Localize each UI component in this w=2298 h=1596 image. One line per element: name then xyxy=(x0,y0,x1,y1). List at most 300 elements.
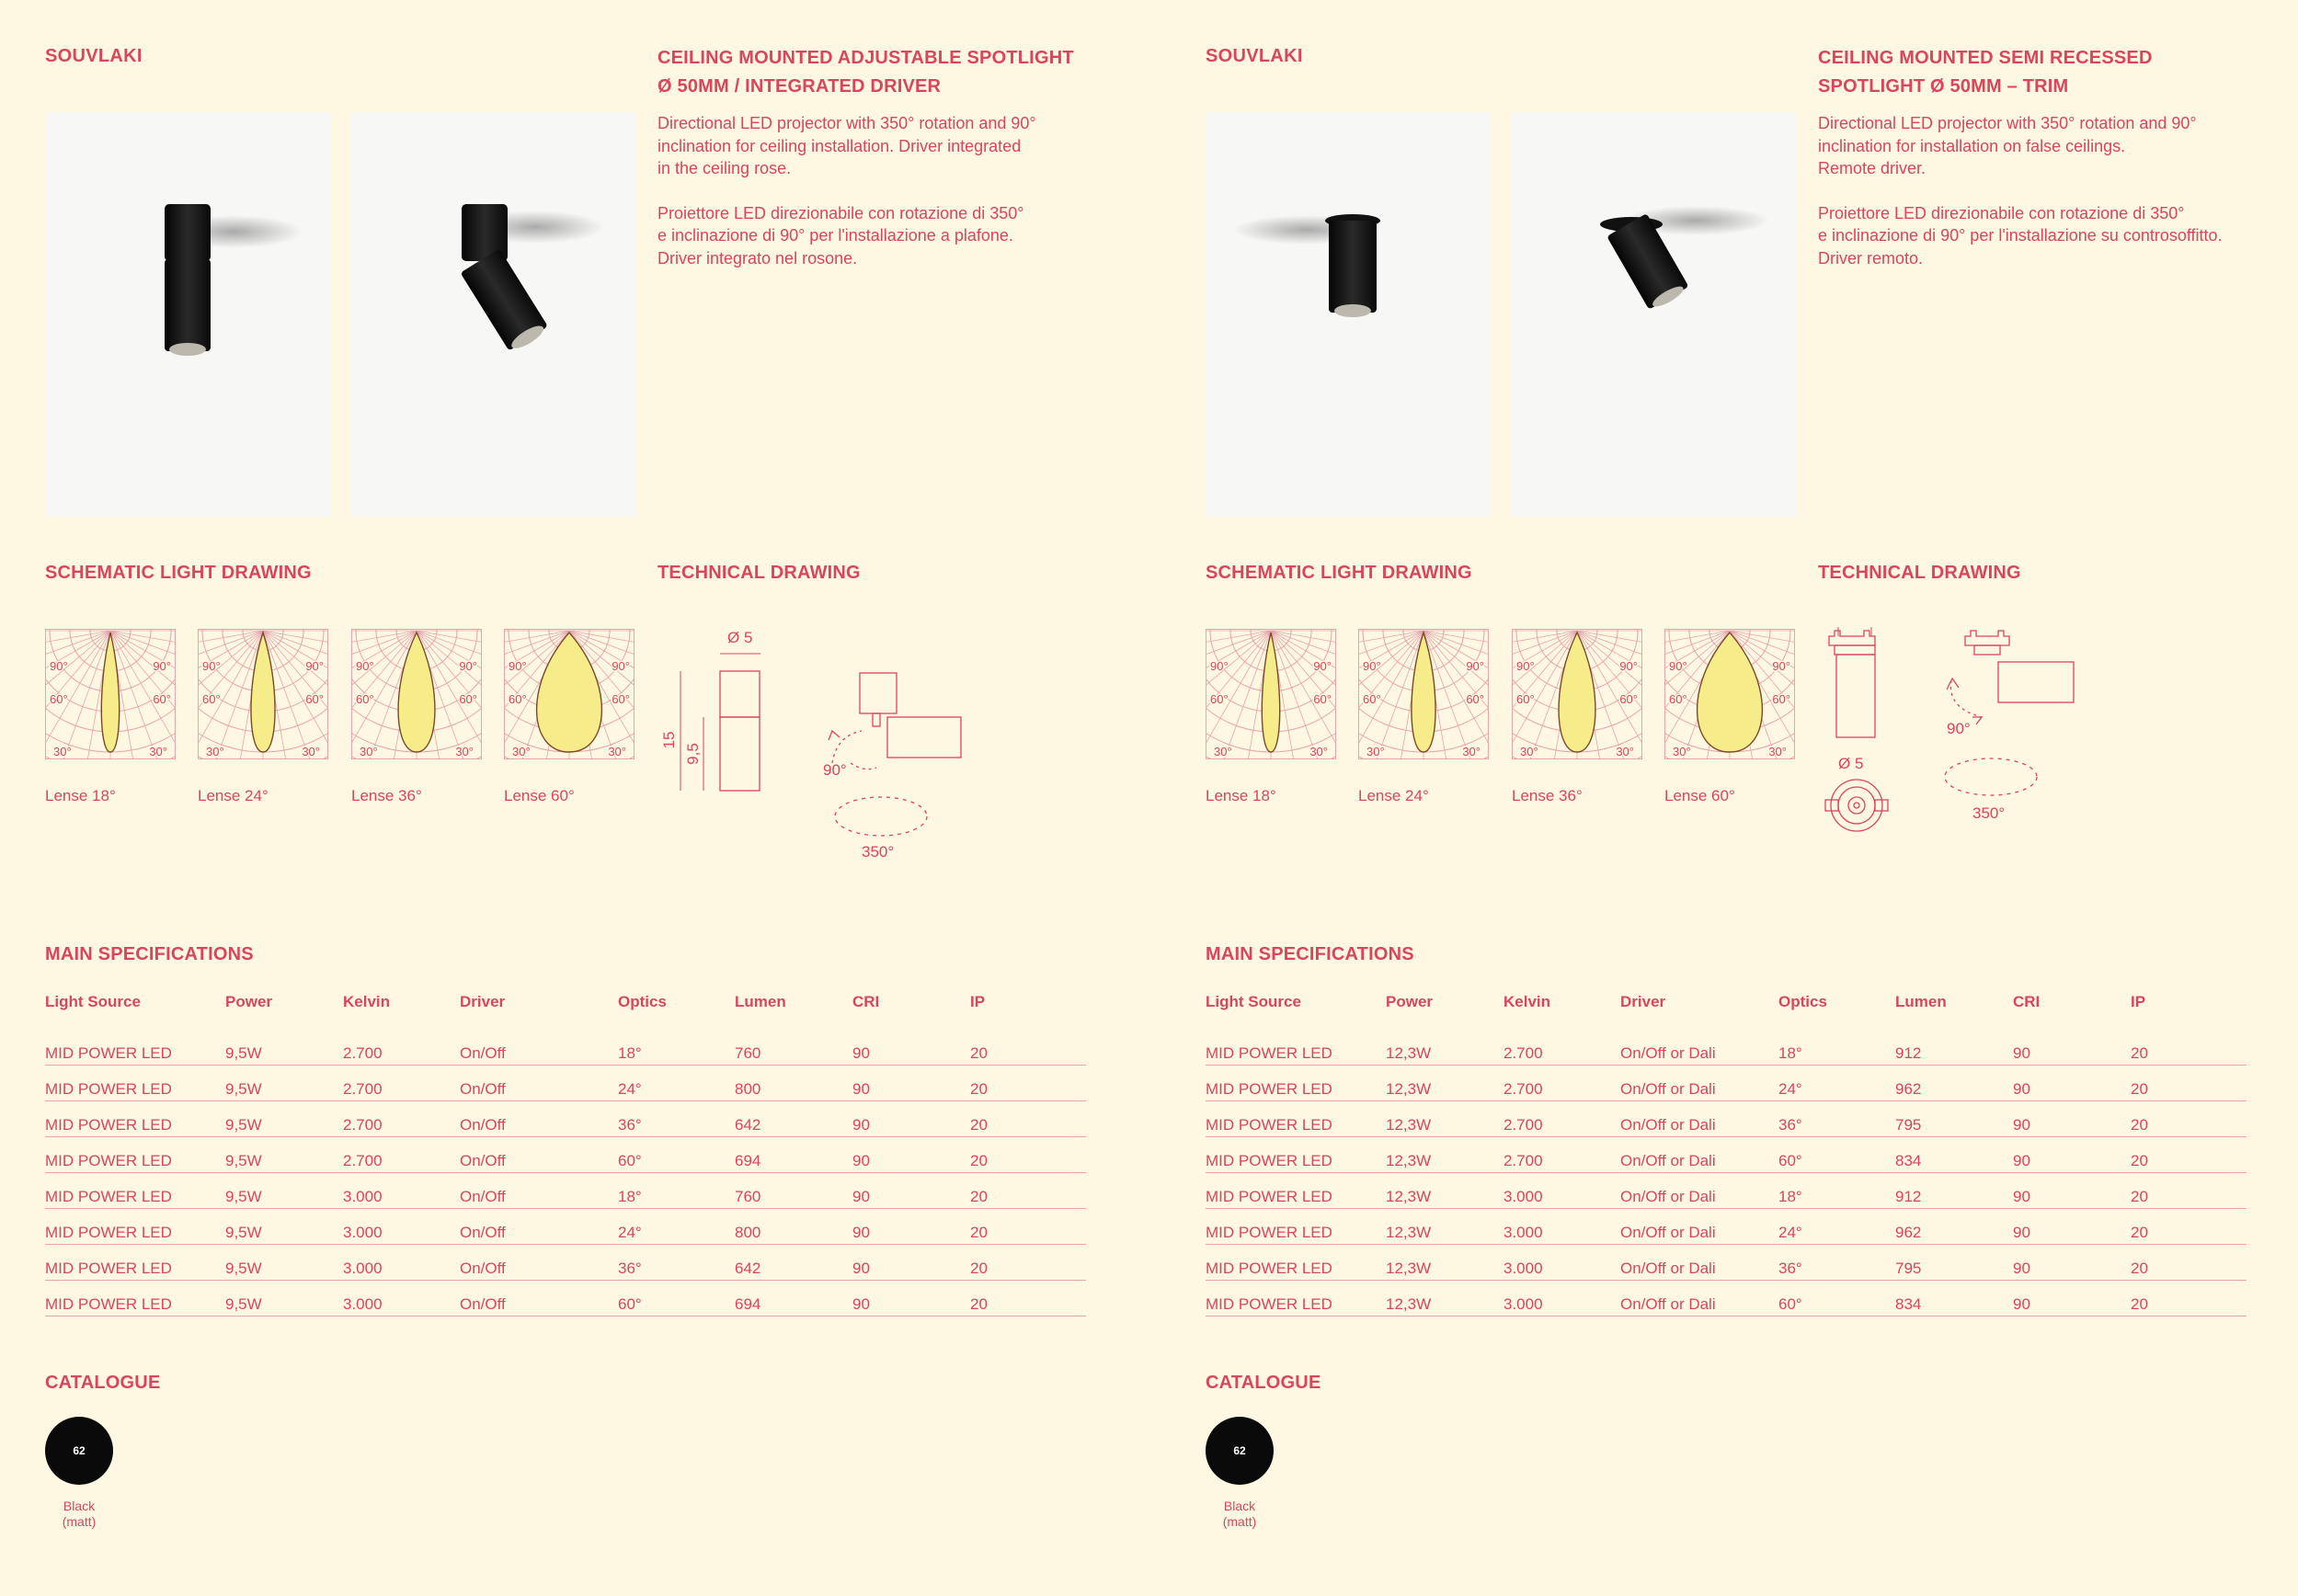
table-cell: 20 xyxy=(2131,1173,2247,1209)
table-cell: On/Off or Dali xyxy=(1620,1209,1778,1245)
catalog-page-right xyxy=(1160,0,2298,1596)
polar-svg xyxy=(1664,629,1795,759)
column-header: Optics xyxy=(618,993,667,1010)
table-cell: 60° xyxy=(618,1137,735,1173)
polar-angle-label: 30° xyxy=(1214,745,1232,758)
desc-line: Directional LED projector with 350° rotation and 90° xyxy=(657,114,1036,132)
table-cell: 9,5W xyxy=(225,1137,343,1173)
table-cell: On/Off xyxy=(460,1101,618,1137)
table-cell: 12,3W xyxy=(1386,1209,1503,1245)
table-cell: 9,5W xyxy=(225,1281,343,1317)
technical-heading: TECHNICAL DRAWING xyxy=(1818,563,2021,583)
dim-rotation: 350° xyxy=(862,843,895,861)
polar-angle-label: 30° xyxy=(302,745,320,758)
table-cell: On/Off or Dali xyxy=(1620,1173,1778,1209)
brand-name: SOUVLAKI xyxy=(45,46,143,66)
polar-angle-label: 30° xyxy=(512,745,531,758)
beam-shape xyxy=(1262,633,1279,752)
table-cell: MID POWER LED xyxy=(1206,1137,1386,1173)
table-cell: 90 xyxy=(852,1281,970,1317)
table-cell: 2.700 xyxy=(343,1101,460,1137)
table-cell: 694 xyxy=(735,1281,852,1317)
lense-label: Lense 60° xyxy=(1664,787,1735,804)
polar-diagram xyxy=(1206,629,1336,759)
table-row xyxy=(1206,1026,2247,1066)
table-cell: MID POWER LED xyxy=(45,1245,225,1281)
table-cell: 20 xyxy=(970,1066,1086,1101)
product-description xyxy=(1818,112,2298,291)
spotlight-straight-image xyxy=(45,112,330,517)
polar-angle-label: 30° xyxy=(206,745,224,758)
table-row xyxy=(45,1209,1086,1245)
table-cell: On/Off xyxy=(460,1281,618,1317)
polar-angle-label: 60° xyxy=(1313,692,1332,706)
table-cell: 90 xyxy=(2013,1245,2131,1281)
table-cell: 90 xyxy=(852,1026,970,1066)
table-cell: 90 xyxy=(852,1066,970,1101)
column-header: IP xyxy=(2131,993,2146,1010)
dim-diameter: Ø 5 xyxy=(1838,755,1864,772)
table-row xyxy=(1206,1209,2247,1245)
table-cell: 2.700 xyxy=(343,1066,460,1101)
product-photo-recessed-tilted xyxy=(1512,112,1797,517)
finish-label xyxy=(1206,1499,1274,1530)
table-cell: 3.000 xyxy=(1503,1173,1620,1209)
column-header: Lumen xyxy=(1895,993,1947,1010)
desc-line: Driver integrato nel rosone. xyxy=(657,248,858,268)
polar-angle-label: 60° xyxy=(1669,692,1687,706)
table-cell: MID POWER LED xyxy=(45,1209,225,1245)
table-cell: On/Off xyxy=(460,1173,618,1209)
description-english xyxy=(1818,112,2298,180)
column-header: Optics xyxy=(1778,993,1827,1010)
table-cell: 18° xyxy=(1778,1173,1895,1209)
table-cell: 20 xyxy=(2131,1245,2247,1281)
table-cell: 3.000 xyxy=(343,1245,460,1281)
specs-heading: MAIN SPECIFICATIONS xyxy=(45,944,254,964)
table-cell: 3.000 xyxy=(343,1209,460,1245)
polar-diagram xyxy=(1664,629,1795,759)
desc-line: Proiettore LED direzionabile con rotazione di 350° xyxy=(657,203,1024,222)
table-cell: 2.700 xyxy=(343,1137,460,1173)
table-cell: 20 xyxy=(970,1137,1086,1173)
polar-angle-label: 60° xyxy=(153,692,171,706)
polar-angle-label: 30° xyxy=(53,745,72,758)
polar-angle-label: 90° xyxy=(612,659,630,673)
table-cell: 90 xyxy=(2013,1209,2131,1245)
table-row xyxy=(1206,1137,2247,1173)
table-cell: 834 xyxy=(1895,1281,2013,1317)
table-cell: 90 xyxy=(2013,1066,2131,1101)
polar-angle-label: 60° xyxy=(305,692,324,706)
table-cell: 18° xyxy=(618,1026,735,1066)
table-cell: 962 xyxy=(1895,1066,2013,1101)
polar-angle-label: 60° xyxy=(1772,692,1790,706)
column-header: Driver xyxy=(1620,993,1666,1010)
description-english xyxy=(657,112,1154,180)
table-cell: 9,5W xyxy=(225,1209,343,1245)
column-header: Kelvin xyxy=(1503,993,1551,1010)
technical-drawing xyxy=(657,625,1099,873)
table-cell: 36° xyxy=(1778,1245,1895,1281)
table-cell: 20 xyxy=(970,1026,1086,1066)
table-cell: 90 xyxy=(852,1245,970,1281)
table-cell: 20 xyxy=(2131,1101,2247,1137)
table-cell: 12,3W xyxy=(1386,1066,1503,1101)
polar-angle-label: 90° xyxy=(305,659,324,673)
table-cell: MID POWER LED xyxy=(1206,1066,1386,1101)
table-cell: 90 xyxy=(852,1137,970,1173)
desc-line: e inclinazione di 90° per l'installazione a plafone. xyxy=(657,226,1013,245)
polar-angle-label: 30° xyxy=(360,745,378,758)
schematic-heading: SCHEMATIC LIGHT DRAWING xyxy=(45,563,312,583)
polar-angle-label: 30° xyxy=(1520,745,1538,758)
polar-angle-label: 90° xyxy=(153,659,171,673)
table-cell: MID POWER LED xyxy=(45,1173,225,1209)
dim-body: 9,5 xyxy=(684,743,702,765)
column-header: Kelvin xyxy=(343,993,391,1010)
polar-angle-label: 90° xyxy=(1516,659,1535,673)
polar-angle-label: 30° xyxy=(1366,745,1385,758)
polar-diagram xyxy=(504,629,635,759)
table-cell: 18° xyxy=(1778,1026,1895,1066)
table-cell: 36° xyxy=(618,1245,735,1281)
table-cell: 12,3W xyxy=(1386,1137,1503,1173)
table-cell: 3.000 xyxy=(1503,1209,1620,1245)
polar-angle-label: 60° xyxy=(1466,692,1484,706)
table-cell: 760 xyxy=(735,1173,852,1209)
polar-angle-label: 90° xyxy=(356,659,374,673)
table-cell: On/Off xyxy=(460,1209,618,1245)
lense-label: Lense 18° xyxy=(45,787,116,804)
beam-shape xyxy=(101,633,119,752)
table-cell: On/Off xyxy=(460,1026,618,1066)
brand-name: SOUVLAKI xyxy=(1206,46,1303,66)
polar-angle-label: 60° xyxy=(1516,692,1535,706)
table-cell: 24° xyxy=(1778,1209,1895,1245)
polar-angle-label: 30° xyxy=(1673,745,1691,758)
polar-angle-label: 60° xyxy=(50,692,68,706)
table-cell: 90 xyxy=(2013,1281,2131,1317)
table-cell: 90 xyxy=(852,1101,970,1137)
polar-angle-label: 30° xyxy=(149,745,167,758)
polar-angle-label: 90° xyxy=(1669,659,1687,673)
table-cell: 20 xyxy=(2131,1026,2247,1066)
table-cell: 760 xyxy=(735,1026,852,1066)
polar-angle-label: 90° xyxy=(1619,659,1638,673)
table-cell: MID POWER LED xyxy=(45,1066,225,1101)
table-cell: 20 xyxy=(2131,1209,2247,1245)
polar-angle-label: 90° xyxy=(1313,659,1332,673)
table-cell: 24° xyxy=(1778,1066,1895,1101)
table-row xyxy=(45,1245,1086,1281)
table-cell: 90 xyxy=(852,1173,970,1209)
table-cell: On/Off or Dali xyxy=(1620,1026,1778,1066)
desc-line: inclination for ceiling installation. Driver integrated xyxy=(657,136,1022,155)
polar-diagram xyxy=(1512,629,1642,759)
beam-shape xyxy=(537,633,602,752)
product-photo-tilted xyxy=(351,112,636,517)
table-cell: 20 xyxy=(2131,1281,2247,1317)
product-description xyxy=(657,112,1154,291)
table-cell: 36° xyxy=(618,1101,735,1137)
table-cell: MID POWER LED xyxy=(1206,1026,1386,1066)
polar-angle-label: 30° xyxy=(1768,745,1787,758)
finish-name: Black xyxy=(1223,1499,1256,1513)
desc-line: Directional LED projector with 350° rotation and 90° xyxy=(1818,114,2197,132)
polar-angle-label: 90° xyxy=(1210,659,1229,673)
table-row xyxy=(1206,1245,2247,1281)
table-header-row xyxy=(1206,993,2247,1026)
table-row xyxy=(45,1026,1086,1066)
product-title-line: Ø 50MM / INTEGRATED DRIVER xyxy=(657,76,942,97)
product-title-line: CEILING MOUNTED SEMI RECESSED xyxy=(1818,48,2153,68)
polar-angle-label: 30° xyxy=(1616,745,1634,758)
product-title-line: CEILING MOUNTED ADJUSTABLE SPOTLIGHT xyxy=(657,48,1074,68)
beam-shape xyxy=(1412,633,1435,752)
table-cell: On/Off xyxy=(460,1245,618,1281)
table-cell: 800 xyxy=(735,1209,852,1245)
spotlight-tilted-image xyxy=(351,112,636,517)
polar-angle-label: 90° xyxy=(509,659,527,673)
polar-angle-label: 60° xyxy=(1363,692,1381,706)
product-photo-recessed-straight xyxy=(1206,112,1491,517)
polar-angle-label: 60° xyxy=(356,692,374,706)
table-cell: On/Off xyxy=(460,1137,618,1173)
table-header-row xyxy=(45,993,1086,1026)
polar-angle-label: 90° xyxy=(1772,659,1790,673)
spotlight-recessed-tilted-image xyxy=(1512,112,1797,517)
table-row xyxy=(45,1281,1086,1317)
polar-angle-label: 30° xyxy=(1309,745,1328,758)
catalogue-heading: CATALOGUE xyxy=(1206,1373,1321,1393)
column-header: IP xyxy=(970,993,986,1010)
description-italian xyxy=(657,202,1154,270)
polar-angle-label: 60° xyxy=(202,692,221,706)
table-cell: 20 xyxy=(2131,1066,2247,1101)
table-cell: 2.700 xyxy=(1503,1026,1620,1066)
table-cell: MID POWER LED xyxy=(1206,1101,1386,1137)
beam-shape xyxy=(1559,633,1595,752)
lense-label: Lense 18° xyxy=(1206,787,1276,804)
polar-angle-label: 60° xyxy=(509,692,527,706)
table-cell: 9,5W xyxy=(225,1026,343,1066)
product-title xyxy=(1818,44,2278,101)
table-cell: 90 xyxy=(2013,1101,2131,1137)
table-cell: 800 xyxy=(735,1066,852,1101)
table-cell: MID POWER LED xyxy=(1206,1245,1386,1281)
table-cell: On/Off or Dali xyxy=(1620,1245,1778,1281)
polar-angle-label: 30° xyxy=(455,745,474,758)
table-cell: 60° xyxy=(1778,1137,1895,1173)
product-photo-straight xyxy=(45,112,330,517)
table-cell: On/Off or Dali xyxy=(1620,1137,1778,1173)
polar-angle-label: 90° xyxy=(1466,659,1484,673)
table-row xyxy=(45,1066,1086,1101)
table-cell: 2.700 xyxy=(1503,1101,1620,1137)
table-cell: 60° xyxy=(1778,1281,1895,1317)
table-cell: 90 xyxy=(2013,1026,2131,1066)
table-cell: 2.700 xyxy=(1503,1066,1620,1101)
table-cell: On/Off or Dali xyxy=(1620,1066,1778,1101)
table-cell: 795 xyxy=(1895,1101,2013,1137)
table-cell: 912 xyxy=(1895,1026,2013,1066)
column-header: Light Source xyxy=(1206,993,1301,1010)
table-cell: 3.000 xyxy=(1503,1245,1620,1281)
table-cell: On/Off or Dali xyxy=(1620,1101,1778,1137)
specs-table xyxy=(1206,993,2247,1317)
table-cell: 12,3W xyxy=(1386,1281,1503,1317)
table-cell: MID POWER LED xyxy=(1206,1173,1386,1209)
dim-tilt: 90° xyxy=(823,761,847,779)
polar-diagram xyxy=(351,629,482,759)
table-cell: 20 xyxy=(970,1209,1086,1245)
lense-label: Lense 60° xyxy=(504,787,575,804)
beam-shape xyxy=(251,633,275,752)
column-header: Lumen xyxy=(735,993,786,1010)
finish-name: Black xyxy=(63,1499,96,1513)
table-cell: 36° xyxy=(1778,1101,1895,1137)
table-row xyxy=(45,1101,1086,1137)
table-cell: 642 xyxy=(735,1101,852,1137)
description-italian xyxy=(1818,202,2298,270)
polar-svg xyxy=(198,629,328,759)
polar-svg xyxy=(351,629,482,759)
desc-line: Proiettore LED direzionabile con rotazione di 350° xyxy=(1818,203,2185,222)
table-cell: 694 xyxy=(735,1137,852,1173)
lense-label: Lense 24° xyxy=(198,787,269,804)
table-cell: 962 xyxy=(1895,1209,2013,1245)
table-cell: 3.000 xyxy=(343,1173,460,1209)
dim-tilt: 90° xyxy=(1947,720,1971,737)
finish-subname: (matt) xyxy=(62,1514,97,1529)
table-cell: 20 xyxy=(970,1281,1086,1317)
catalogue-heading: CATALOGUE xyxy=(45,1373,161,1393)
technical-heading: TECHNICAL DRAWING xyxy=(657,563,861,583)
table-cell: 20 xyxy=(970,1173,1086,1209)
polar-angle-label: 60° xyxy=(1619,692,1638,706)
dim-height: 15 xyxy=(660,731,678,749)
polar-angle-label: 90° xyxy=(202,659,221,673)
lense-label: Lense 36° xyxy=(1512,787,1583,804)
table-cell: 20 xyxy=(970,1101,1086,1137)
polar-angle-label: 30° xyxy=(1462,745,1481,758)
spotlight-recessed-straight-image xyxy=(1206,112,1491,517)
table-cell: 9,5W xyxy=(225,1101,343,1137)
schematic-heading: SCHEMATIC LIGHT DRAWING xyxy=(1206,563,1472,583)
product-title-line: SPOTLIGHT Ø 50MM – TRIM xyxy=(1818,76,2069,97)
table-cell: On/Off xyxy=(460,1066,618,1101)
column-header: Light Source xyxy=(45,993,141,1010)
table-cell: 642 xyxy=(735,1245,852,1281)
column-header: Power xyxy=(225,993,273,1010)
table-cell: On/Off or Dali xyxy=(1620,1281,1778,1317)
column-header: CRI xyxy=(2013,993,2041,1010)
finish-swatch: 62 xyxy=(1206,1417,1274,1485)
beam-shape xyxy=(398,633,435,752)
table-cell: 795 xyxy=(1895,1245,2013,1281)
desc-line: Driver remoto. xyxy=(1818,248,1924,268)
table-cell: MID POWER LED xyxy=(45,1281,225,1317)
table-cell: 90 xyxy=(2013,1173,2131,1209)
table-row xyxy=(1206,1281,2247,1317)
desc-line: e inclinazione di 90° per l'installazione su controsoffitto. xyxy=(1818,226,2223,245)
table-cell: 12,3W xyxy=(1386,1026,1503,1066)
table-cell: 2.700 xyxy=(1503,1137,1620,1173)
specs-table xyxy=(45,993,1086,1317)
table-cell: 12,3W xyxy=(1386,1101,1503,1137)
column-header: CRI xyxy=(852,993,880,1010)
table-cell: 90 xyxy=(2013,1137,2131,1173)
polar-diagram xyxy=(198,629,328,759)
polar-angle-label: 90° xyxy=(459,659,477,673)
polar-angle-label: 90° xyxy=(50,659,68,673)
column-header: Driver xyxy=(460,993,506,1010)
polar-svg xyxy=(1512,629,1642,759)
dim-diameter: Ø 5 xyxy=(727,629,753,646)
table-cell: 9,5W xyxy=(225,1066,343,1101)
polar-angle-label: 30° xyxy=(608,745,626,758)
technical-drawing xyxy=(1818,625,2259,873)
table-cell: 912 xyxy=(1895,1173,2013,1209)
product-title xyxy=(657,44,1117,101)
column-header: Power xyxy=(1386,993,1434,1010)
lense-label: Lense 24° xyxy=(1358,787,1429,804)
desc-line: in the ceiling rose. xyxy=(657,159,792,177)
table-cell: 9,5W xyxy=(225,1173,343,1209)
desc-line: Remote driver. xyxy=(1818,159,1926,177)
table-cell: MID POWER LED xyxy=(45,1026,225,1066)
finish-swatch: 62 xyxy=(45,1417,113,1485)
polar-svg xyxy=(1206,629,1336,759)
table-cell: MID POWER LED xyxy=(45,1101,225,1137)
table-cell: 3.000 xyxy=(343,1281,460,1317)
beam-shape xyxy=(1698,633,1763,752)
table-cell: 20 xyxy=(970,1245,1086,1281)
table-cell: 60° xyxy=(618,1281,735,1317)
table-cell: 18° xyxy=(618,1173,735,1209)
table-cell: MID POWER LED xyxy=(45,1137,225,1173)
table-row xyxy=(1206,1173,2247,1209)
polar-angle-label: 60° xyxy=(459,692,477,706)
polar-svg xyxy=(45,629,176,759)
table-row xyxy=(45,1137,1086,1173)
finish-label xyxy=(45,1499,113,1530)
table-row xyxy=(1206,1066,2247,1101)
polar-svg xyxy=(1358,629,1489,759)
polar-diagram xyxy=(1358,629,1489,759)
dim-rotation: 350° xyxy=(1972,804,2006,822)
polar-angle-label: 60° xyxy=(612,692,630,706)
polar-svg xyxy=(504,629,635,759)
table-cell: 3.000 xyxy=(1503,1281,1620,1317)
polar-angle-label: 90° xyxy=(1363,659,1381,673)
table-cell: 90 xyxy=(852,1209,970,1245)
table-cell: MID POWER LED xyxy=(1206,1281,1386,1317)
table-cell: 24° xyxy=(618,1066,735,1101)
specs-heading: MAIN SPECIFICATIONS xyxy=(1206,944,1414,964)
table-row xyxy=(45,1173,1086,1209)
finish-subname: (matt) xyxy=(1222,1514,1257,1529)
desc-line: inclination for installation on false ceilings. xyxy=(1818,136,2126,155)
table-row xyxy=(1206,1101,2247,1137)
table-cell: 2.700 xyxy=(343,1026,460,1066)
polar-angle-label: 60° xyxy=(1210,692,1229,706)
table-cell: 24° xyxy=(618,1209,735,1245)
table-cell: 20 xyxy=(2131,1137,2247,1173)
table-cell: 834 xyxy=(1895,1137,2013,1173)
polar-diagram xyxy=(45,629,176,759)
